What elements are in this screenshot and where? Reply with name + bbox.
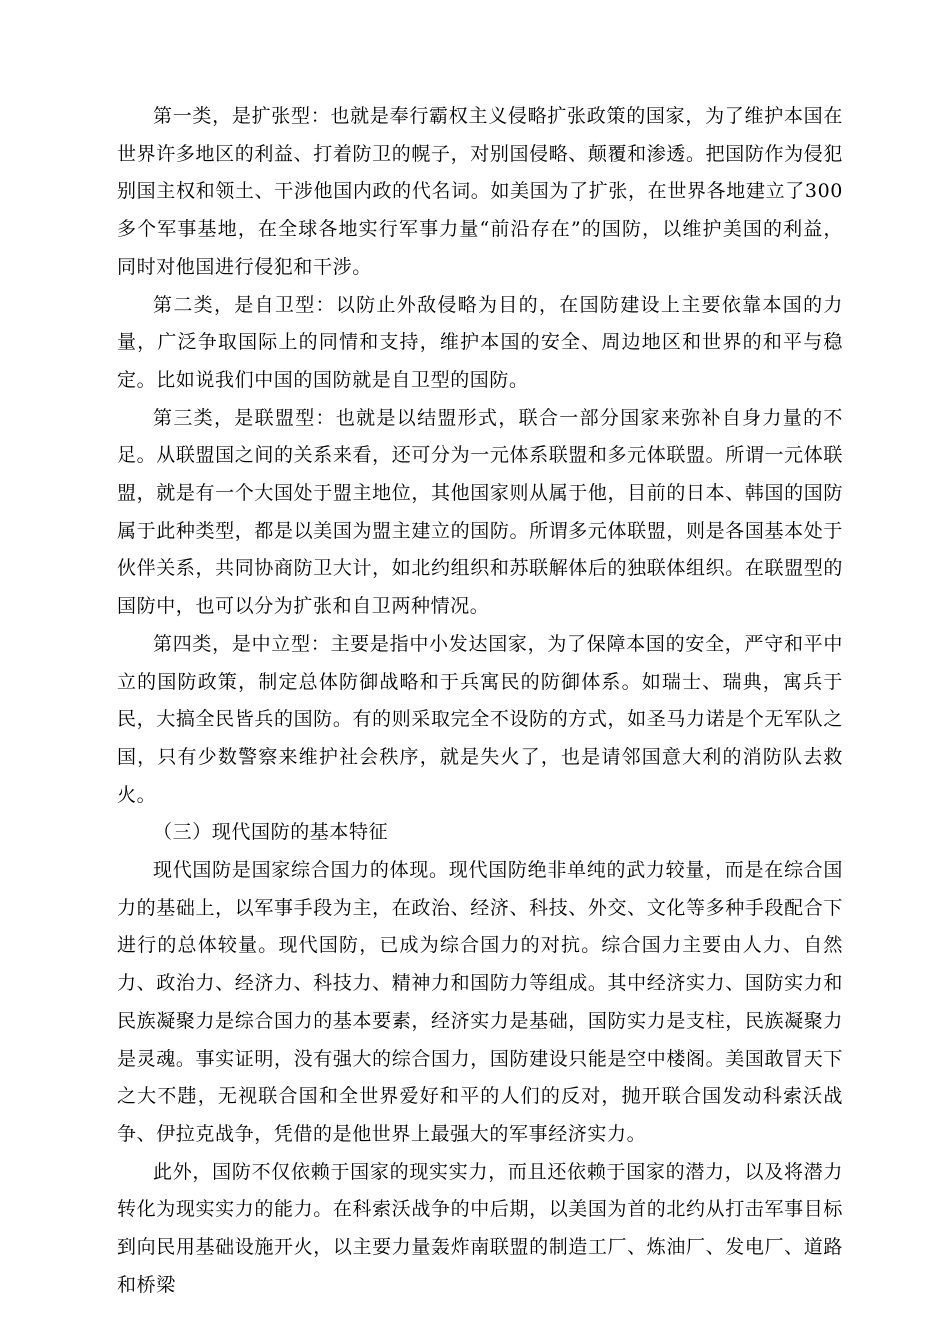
paragraph-alliance-type: 第三类，是联盟型：也就是以结盟形式，联合一部分国家来弥补自身力量的不足。从联盟国之间的关系来看，还可分为一元体系联盟和多元体联盟。所谓一元体联盟，就是有一个大国处于盟主地位，其他国家则从属于他，目前的日本、韩国的国防属于此种类型，都是以美国为盟主建立的国防。所谓多元体联盟，则是各国基本处于伙伴关系，共同协商防卫大计，如北约组织和苏联解体后的独联体组织。在联盟型的国防中，也可以分为扩张和自卫两种情况。 [117, 406, 843, 618]
paragraph-self-defense-type: 第二类，是自卫型：以防止外敌侵略为目的，在国防建设上主要依靠本国的力量，广泛争取国际上的同情和支持，维护本国的安全、周边地区和世界的和平与稳定。比如说我们中国的国防就是自卫型的国防。 [117, 293, 843, 391]
paragraph-potential-power: 此外，国防不仅依赖于国家的现实实力，而且还依赖于国家的潜力，以及将潜力转化为现实实力的能力。在科索沃战争的中后期，以美国为首的北约从打击军事目标到向民用基础设施开火，以主要力量轰炸南联盟的制造工厂、炼油厂、发电厂、道路和桥梁 [117, 1160, 843, 1296]
section-heading: （三）现代国防的基本特征 [153, 821, 389, 844]
paragraph-comprehensive-power: 现代国防是国家综合国力的体现。现代国防绝非单纯的武力较量，而是在综合国力的基础上，以军事手段为主，在政治、经济、科技、外交、文化等多种手段配合下进行的总体较量。现代国防，已成为综合国力的对抗。综合国力主要由人力、自然力、政治力、经济力、科技力、精神力和国防力等组成。其中经济实力、国防实力和民族凝聚力是综合国力的基本要素，经济实力是基础，国防实力是支柱，民族凝聚力是灵魂。事实证明，没有强大的综合国力，国防建设只能是空中楼阁。美国敢冒天下之大不韪，无视联合国和全世界爱好和平的人们的反对，抛开联合国发动科索沃战争、伊拉克战争，凭借的是他世界上最强大的军事经济实力。 [117, 859, 843, 1145]
paragraph-expansion-type: 第一类，是扩张型：也就是奉行霸权主义侵略扩张政策的国家，为了维护本国在世界许多地区的利益、打着防卫的幌子，对别国侵略、颠覆和渗透。把国防作为侵犯别国主权和领土、干涉他国内政的代名词。如美国为了扩张，在世界各地建立了300多个军事基地，在全球各地实行军事力量“前沿存在”的国防，以维护美国的利益，同时对他国进行侵犯和干涉。 [117, 105, 843, 278]
paragraph-neutral-type: 第四类，是中立型：主要是指中小发达国家，为了保障本国的安全，严守和平中立的国防政策，制定总体防御战略和于兵寓民的防御体系。如瑞士、瑞典，寓兵于民，大搞全民皆兵的国防。有的则采取完全不设防的方式，如圣马力诺是个无军队之国，只有少数警察来维护社会秩序，就是失火了，也是请邻国意大利的消防队去救火。 [117, 632, 843, 806]
body-text [117, 98, 843, 1305]
